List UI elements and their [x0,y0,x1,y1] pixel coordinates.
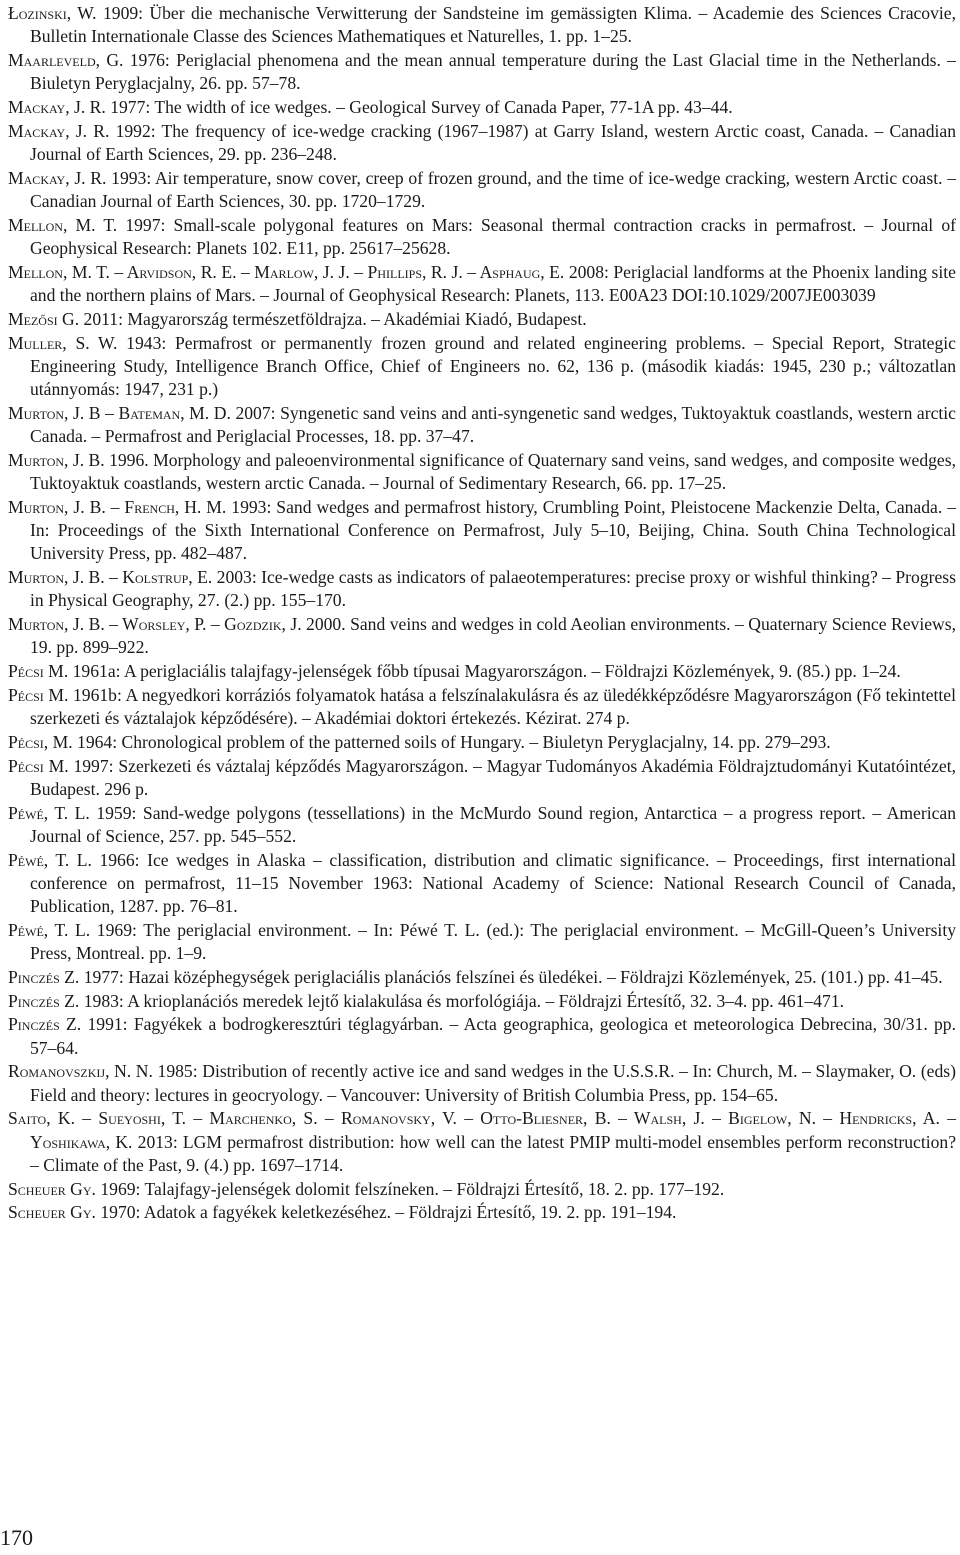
reference-text: 2007: Syngenetic sand veins and anti-syngenetic sand wedges, Tuktoyaktuk coastlands, western arctic Canada. – Permafrost and Periglacial Processes, 18. pp. 37–47. [30,402,956,446]
reference-author: Mellon, M. T. [8,214,118,235]
reference-text: 1996. Morphology and paleoenvironmental significance of Quaternary sand veins, sand wedges, and composite wedges, Tuktoyaktuk coastlands, western arctic Canada. – Journal of Sedimentary Research, 66. pp. 17–25. [30,449,956,493]
reference-entry [8,2,956,48]
reference-text: 1969: The periglacial environment. – In: Péwé T. L. (ed.): The periglacial environment. – McGill-Queen’s University Press, Montreal. pp. 1–9. [30,919,957,963]
reference-text: 1977: Hazai középhegységek periglaciális planációs felszínei és üledékei. – Földrajzi Közlemények, 25. (101.) pp. 41–45. [79,966,943,987]
reference-author: Murton, J. B. [8,449,105,470]
reference-author: Mezősi G. [8,308,80,329]
reference-entry [8,755,956,801]
reference-text: 1969: Talajfagy-jelenségek dolomit felszíneken. – Földrajzi Értesítő, 18. 2. pp. 177–192. [95,1178,725,1199]
reference-entry [8,684,956,730]
reference-text: 2013: LGM permafrost distribution: how well can the latest PMIP multi-model ensembles perform reconstruction? – Climate of the Past, 9. (4.) pp. 1697–1714. [30,1131,956,1175]
reference-entry [8,449,956,495]
reference-entry [8,96,956,119]
reference-author: Łozinski, W. [8,3,97,23]
reference-text: 1985: Distribution of recently active ice and sand wedges in the U.S.S.R. – In: Church, M. – Slaymaker, O. (eds) Field and theory: lectures in geocryology. – Vancouver: University of British Columbia Press, pp. 154–65. [30,1061,956,1105]
reference-entry [8,966,956,989]
reference-author: Pinczés Z. [8,1014,82,1035]
reference-entry [8,214,956,260]
reference-entry [8,613,956,659]
reference-text: 1997: Small-scale polygonal features on Mars: Seasonal thermal contraction cracks in permafrost. – Journal of Geophysical Research: Planets 102. E11, pp. 25617–25628. [30,214,956,258]
reference-entry [8,849,956,919]
reference-text: 1964: Chronological problem of the patterned soils of Hungary. – Biuletyn Peryglacjalny, 14. pp. 279–293. [72,731,831,752]
reference-author: Muller, S. W. [8,332,118,353]
reference-author: Murton, J. B. – Kolstrup, E. [8,567,213,587]
reference-entry [8,332,956,402]
reference-entry [8,308,956,331]
reference-author: Mackay, J. R. [8,167,107,188]
reference-entry [8,49,956,95]
reference-text: 1983: A krioplanációs meredek lejtő kialakulása és morfológiája. – Földrajzi Értesítő, 32. 3–4. pp. 461–471. [79,990,845,1011]
reference-entry [8,660,956,683]
reference-text: 1997: Szerkezeti és váztalaj képződés Magyarországon. – Magyar Tudományos Akadémia Földrajztudományi Kutatóintézet, Budapest. 296 p. [30,755,957,799]
reference-text: 1976: Periglacial phenomena and the mean annual temperature during the Last Glacial time in the Netherlands. – Biuletyn Peryglacjalny, 26. pp. 57–78. [30,50,956,94]
reference-entry [8,1178,956,1201]
reference-text: 1959: Sand-wedge polygons (tessellations) in the McMurdo Sound region, Antarctica – a progress report. – American Journal of Science, 257. pp. 545–552. [30,802,957,846]
reference-author: Mackay, J. R. [8,120,110,141]
reference-author: Maarleveld, G. [8,50,124,70]
reference-author: Murton, J. B – Bateman, M. D. [8,402,231,423]
reference-entry [8,402,956,448]
reference-author: Pinczés Z. [8,990,80,1011]
reference-text: 1977: The width of ice wedges. – Geological Survey of Canada Paper, 77-1A pp. 43–44. [105,97,733,117]
reference-text: 2011: Magyarország természetföldrajza. – Akadémiai Kiadó, Budapest. [79,308,587,329]
reference-author: Pécsi, M. [8,731,73,752]
reference-text: 1943: Permafrost or permanently frozen ground and related engineering problems. – Special Report, Strategic Engineering Study, Intelligence Branch Office, Chief of Engineers no. 62, 136 p. (második kiadás: 1945, 230 p.; változatlan utánnyomás: 1947, 231 p.) [30,332,956,399]
page-number: 170 [0,1525,33,1550]
reference-author: Mellon, M. T. – Arvidson, R. E. – Marlow, J. J. – Phillips, R. J. – Asphaug, E. [8,261,565,282]
reference-entry [8,1060,956,1106]
reference-text: 2008: Periglacial landforms at the Phoenix landing site and the northern plains of Mars. – Journal of Geophysical Research: Planets, 113. E00A23 DOI:10.1029/2007JE003039 [30,261,956,305]
reference-author: Mackay, J. R. [8,97,106,117]
reference-entry [8,731,956,754]
reference-entry [8,802,956,848]
reference-text: 1991: Fagyékek a bodrogkeresztúri téglagyárban. – Acta geographica, geologica et meteorologica Debrecina, 30/31. pp. 57–64. [30,1014,956,1058]
reference-text: 1961a: A periglaciális talajfagy-jelenségek főbb típusai Magyarországon. – Földrajzi Közlemények, 9. (85.) pp. 1–24. [68,661,901,681]
reference-entry [8,1013,956,1059]
reference-text: 1961b: A negyedkori korráziós folyamatok hatása a felszínalakulásra és az üledékképződésre Magyarországon (Fő tekintettel szerkezeti és váztalajok képződésére). – Akadémiai doktori értekezés. Kézirat. 274 p. [30,684,956,728]
reference-text: 1966: Ice wedges in Alaska – classification, distribution and climatic significance. – Proceedings, first international conference on permafrost, 11–15 November 1963: National Academy of Science: National Research Council of Canada, Publication, 1287. pp. 76–81. [30,849,956,916]
reference-text: 1970: Adatok a fagyékek keletkezéséhez. – Földrajzi Értesítő, 19. 2. pp. 191–194. [95,1202,677,1223]
reference-text: 1993: Sand wedges and permafrost history, Crumbling Point, Pleistocene Mackenzie Delta, Canada. – In: Proceedings of the Sixth International Conference on Permafrost, July 5–10, Beijing, China. South China Technological University Press, pp. 482–487. [30,496,956,564]
reference-author: Péwé, T. L. [8,802,90,823]
reference-entry [8,919,956,965]
reference-entry [8,1201,956,1224]
reference-entry [8,1107,956,1177]
reference-author: Scheuer Gy. [8,1202,96,1223]
reference-text: 1993: Air temperature, snow cover, creep of frozen ground, and the time of ice-wedge cracking, western Arctic coast. – Canadian Journal of Earth Sciences, 30. pp. 1720–1729. [30,167,956,211]
reference-author: Scheuer Gy. [8,1178,96,1199]
reference-entry [8,496,956,566]
reference-author: Péwé, T. L. [8,849,92,870]
reference-author: Pécsi M. [8,684,69,705]
reference-list [8,2,956,1225]
reference-author: Péwé, T. L. [8,919,91,940]
reference-author: Murton, J. B. – French, H. M. [8,496,227,517]
reference-entry [8,566,956,612]
reference-author: Romanovszkij, N. N. [8,1061,153,1082]
reference-author: Pécsi M. [8,755,69,776]
reference-entry [8,120,956,166]
reference-text: 1909: Über die mechanische Verwitterung der Sandsteine im gemässigten Klima. – Academie des Sciences Cracovie, Bulletin Internationale Classe des Sciences Mathematiques et Naturelles, 1. pp. 1–25. [30,3,956,47]
reference-author: Pinczés Z. [8,966,80,987]
reference-text: 1992: The frequency of ice-wedge cracking (1967–1987) at Garry Island, western Arctic coast, Canada. – Canadian Journal of Earth Sciences, 29. pp. 236–248. [30,120,956,164]
reference-text: 2000. Sand veins and wedges in cold Aeolian environments. – Quaternary Science Reviews, 19. pp. 899–922. [30,614,956,658]
reference-text: 2003: Ice-wedge casts as indicators of palaeotemperatures: precise proxy or wishful thinking? – Progress in Physical Geography, 27. (2.) pp. 155–170. [30,567,956,611]
reference-entry [8,261,956,307]
reference-author: Saito, K. – Sueyoshi, T. – Marchenko, S. – Romanovsky, V. – Otto-Bliesner, B. – Walsh, J. – Bigelow, N. – Hendricks, A. – Yoshikawa, K. [8,1108,956,1152]
reference-author: Murton, J. B. – Worsley, P. – Gozdzik, J. [8,614,302,634]
reference-entry [8,990,956,1013]
reference-entry [8,167,956,213]
reference-author: Pécsi M. [8,661,69,681]
